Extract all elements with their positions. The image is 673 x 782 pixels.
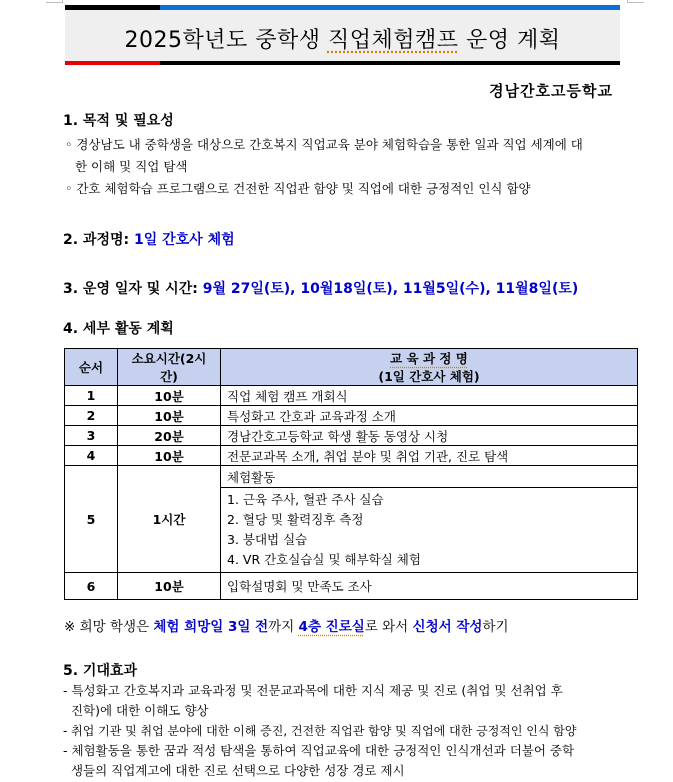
title-underlined-word: 직업체험캠프	[327, 28, 459, 53]
header-course-line1: 교 육 과 정 명	[390, 351, 468, 366]
row-content: 전문교과목 소개, 취업 분야 및 취업 기관, 진로 탐색	[221, 446, 638, 466]
sub-item: 4. VR 간호실습실 및 해부학실 체험	[227, 552, 421, 567]
title-suffix: 운영 계획	[458, 28, 561, 53]
title-rule-bottom-black	[160, 61, 620, 65]
row-content: 경남간호고등학교 학생 활동 동영상 시청	[221, 426, 638, 446]
application-note	[64, 615, 509, 635]
section1-bullet-2: ◦ 간호 체험학습 프로그램으로 건전한 직업관 함양 및 직업에 대한 긍정적인 인식 함양	[65, 181, 531, 196]
section1-heading: 1. 목적 및 필요성	[63, 113, 174, 129]
note-text: 까지	[268, 619, 299, 635]
row-content: 특성화고 간호과 교육과정 소개	[221, 406, 638, 426]
row-order: 3	[65, 426, 118, 446]
row-duration: 10분	[118, 406, 221, 426]
header-order: 순서	[65, 349, 118, 386]
title-prefix: 2025학년도 중학생	[124, 28, 328, 53]
table-row	[65, 426, 638, 446]
schedule-dates: 9월 27일(토), 10월18일(토), 11월5일(수), 11월8일(토)	[202, 281, 579, 297]
row-duration: 10분	[118, 573, 221, 600]
note-text: 하기	[482, 619, 509, 635]
table-row	[65, 466, 638, 488]
section1-bullet-1: ◦ 경상남도 내 중학생을 대상으로 간호복지 직업교육 분야 체험학습을 통한 일과 직업 세계에 대	[65, 137, 583, 152]
row-content: 입학설명회 및 만족도 조사	[221, 573, 638, 600]
row-order: 2	[65, 406, 118, 426]
row-duration: 20분	[118, 426, 221, 446]
activity-plan-table	[64, 348, 638, 600]
table-row	[65, 406, 638, 426]
page-corner-mark-right	[627, 0, 644, 3]
section4-heading: 4. 세부 활동 계획	[63, 321, 174, 337]
section2-label: 2. 과정명:	[63, 232, 134, 248]
section5-bullet-3-cont: 생들의 직업계고에 대한 진로 선택으로 다양한 성장 경로 제시	[63, 763, 405, 778]
row-subitems	[221, 488, 638, 573]
section3-heading	[63, 278, 578, 298]
row-order: 6	[65, 573, 118, 600]
section5-heading: 5. 기대효과	[63, 663, 138, 679]
row-order: 4	[65, 446, 118, 466]
note-text: 로 와서	[364, 619, 413, 635]
row-duration: 10분	[118, 446, 221, 466]
section5-bullet-1-cont: 진학)에 대한 이해도 향상	[63, 703, 209, 718]
sub-item: 2. 혈당 및 활력징후 측정	[227, 512, 364, 527]
row-content: 체험활동	[221, 466, 638, 488]
section5-bullet-1: - 특성화고 간호복지과 교육과정 및 전문교과목에 대한 지식 제공 및 진로 (취업 및 선취업 후	[63, 683, 563, 698]
header-course-line2: (1일 간호사 체험)	[378, 369, 480, 384]
table-row	[65, 573, 638, 600]
row-order: 1	[65, 386, 118, 406]
row-content: 직업 체험 캠프 개회식	[221, 386, 638, 406]
header-course	[221, 349, 638, 386]
table-row	[65, 386, 638, 406]
note-highlight: 체험 희망일 3일 전	[153, 619, 269, 635]
title-rule-top-blue	[160, 5, 620, 10]
title-rule-bottom-red	[65, 61, 160, 65]
note-text: ※ 희망 학생은	[64, 619, 154, 635]
row-duration: 10분	[118, 386, 221, 406]
table-header-row	[65, 349, 638, 386]
document-title	[65, 23, 620, 54]
page-corner-mark-left	[46, 0, 63, 3]
title-band	[65, 5, 620, 65]
table-row	[65, 446, 638, 466]
school-name: 경남간호고등학교	[489, 82, 613, 100]
section3-label: 3. 운영 일자 및 시간:	[63, 281, 203, 297]
row-duration: 1시간	[118, 466, 221, 573]
sub-item: 3. 붕대법 실습	[227, 532, 308, 547]
section5-bullet-2: - 취업 기관 및 취업 분야에 대한 이해 증진, 건전한 직업관 함양 및 직업에 대한 긍정적인 인식 함양	[63, 724, 577, 738]
title-rule-top-black	[65, 5, 160, 10]
course-name: 1일 간호사 체험	[133, 232, 235, 248]
header-duration: 소요시간(2시간)	[118, 349, 221, 386]
note-highlight: 4층 진로실	[298, 619, 365, 635]
section1-bullet-1-cont: 한 이해 및 직업 탐색	[75, 159, 188, 174]
note-highlight: 신청서 작성	[412, 619, 483, 635]
section5-bullet-3: - 체험활동을 통한 꿈과 적성 탐색을 통하여 직업교육에 대한 긍정적인 인식개선과 더불어 중학	[63, 743, 575, 758]
section2-heading	[63, 229, 235, 249]
sub-item: 1. 근육 주사, 혈관 주사 실습	[227, 492, 384, 507]
row-order: 5	[65, 466, 118, 573]
